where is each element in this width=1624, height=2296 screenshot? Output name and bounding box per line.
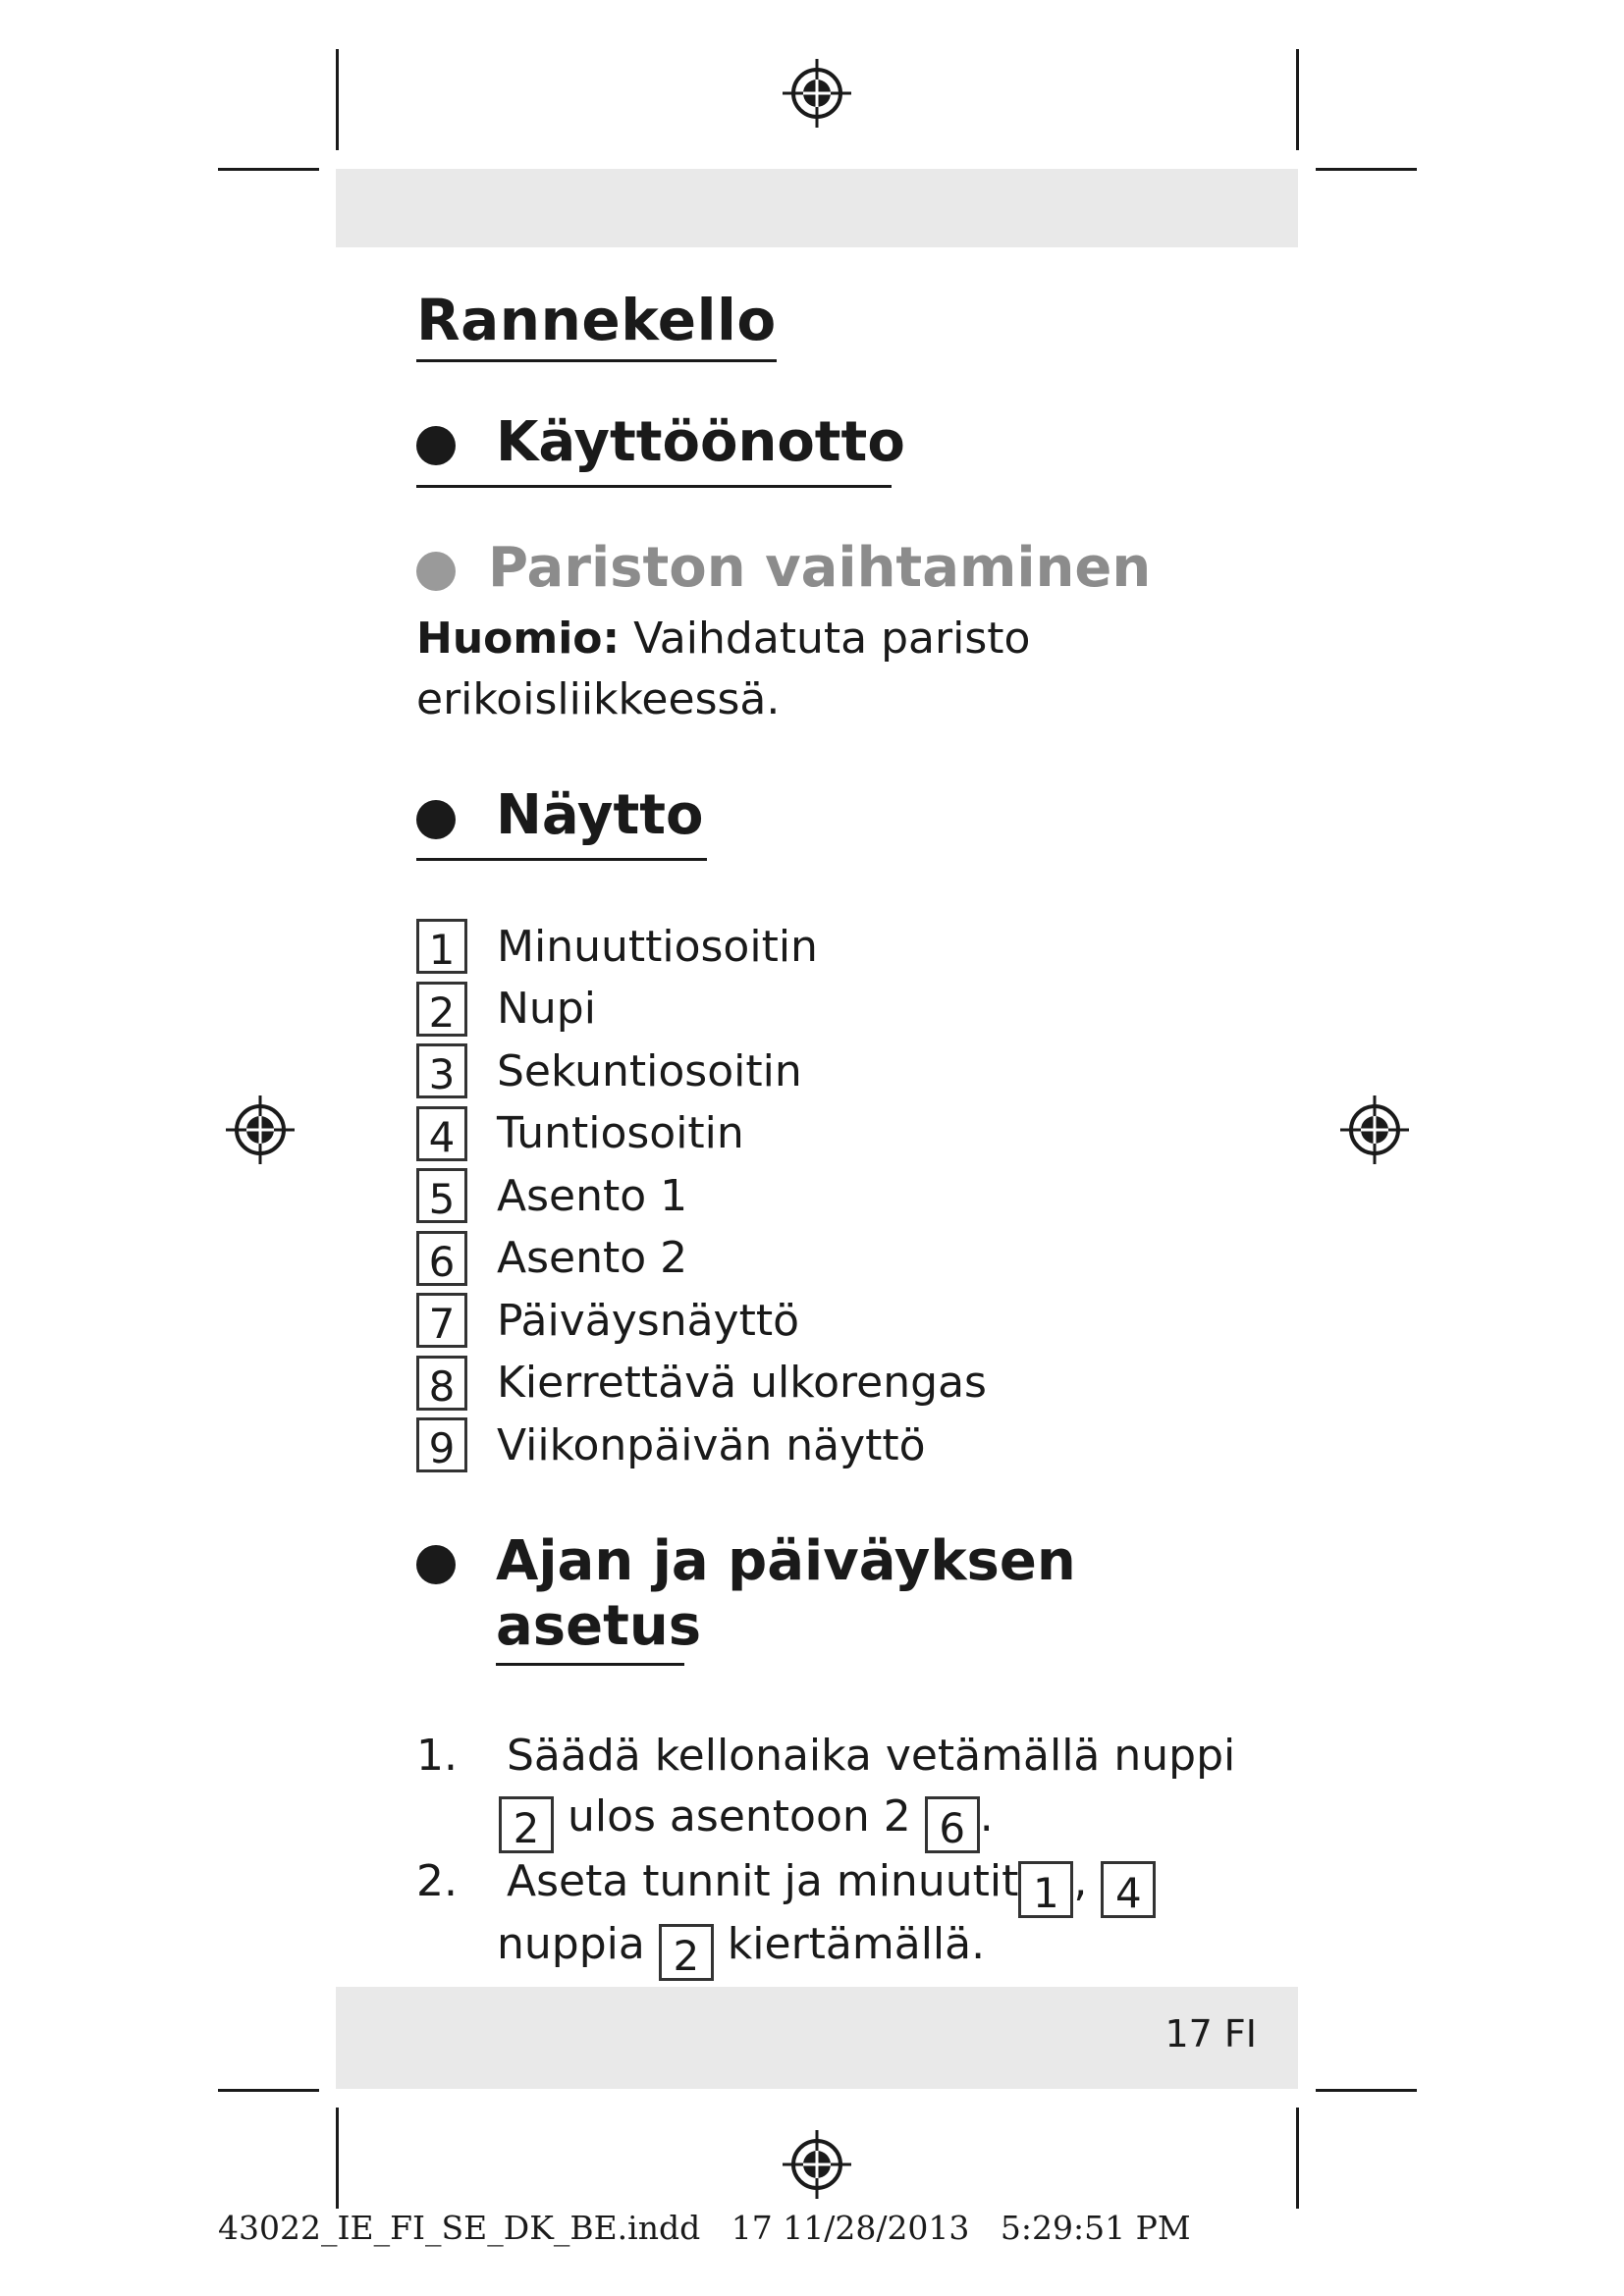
reference-box: 6 <box>925 1796 980 1853</box>
step-2 <box>416 1851 1300 1980</box>
section-heading-ajan <box>496 1529 1076 1659</box>
legend-label: Kierrettävä ulkorengas <box>497 1358 987 1408</box>
huomio-paragraph <box>416 609 1030 730</box>
slug-time: 5:29:51 PM <box>1000 2209 1191 2247</box>
section-heading-ajan-line1: Ajan ja päiväyksen <box>496 1529 1076 1593</box>
section-heading-ajan-line2: asetus <box>496 1594 702 1658</box>
legend-label: Tuntiosoitin <box>497 1108 744 1158</box>
section-heading-underline <box>416 485 892 488</box>
legend-item <box>416 1229 687 1288</box>
subsection-heading-pariston: Pariston vaihtaminen <box>488 536 1152 600</box>
legend-item <box>416 917 818 976</box>
section-heading-kayttoonotto: Käyttöönotto <box>496 410 905 474</box>
section-heading-underline <box>416 858 707 861</box>
legend-label: Asento 1 <box>497 1170 688 1221</box>
legend-number-box: 9 <box>416 1417 467 1472</box>
legend-label: Viikonpäivän näyttö <box>497 1419 926 1470</box>
legend-item <box>416 1354 987 1413</box>
crop-mark <box>336 2108 339 2209</box>
page-number: 17 FI <box>1164 2012 1257 2056</box>
section-bullet-icon <box>416 426 456 465</box>
reference-box: 2 <box>659 1924 714 1981</box>
step-1 <box>416 1726 1300 1852</box>
legend-label: Minuuttiosoitin <box>497 921 818 972</box>
legend-number-box: 8 <box>416 1356 467 1411</box>
section-bullet-icon <box>416 800 456 839</box>
legend-label: Sekuntiosoitin <box>497 1045 802 1096</box>
legend-label: Nupi <box>497 984 596 1034</box>
step-text: Aseta tunnit ja minuutit <box>507 1856 1019 1906</box>
legend-number-box: 1 <box>416 919 467 974</box>
registration-mark-icon <box>1340 1095 1409 1164</box>
legend-number-box: 6 <box>416 1231 467 1286</box>
legend-number-box: 2 <box>416 982 467 1037</box>
step-text: . <box>979 1791 994 1842</box>
slug-date: 11/28/2013 <box>783 2209 970 2247</box>
crop-mark <box>336 49 339 150</box>
huomio-text-line2: erikoisliikkeessä. <box>416 674 781 724</box>
legend-label: Päiväysnäyttö <box>497 1295 800 1346</box>
step-text: Säädä kellonaika vetämällä nuppi <box>507 1731 1236 1781</box>
section-heading-naytto: Näytto <box>496 783 704 847</box>
footer-band <box>336 1987 1298 2089</box>
section-heading-underline <box>496 1663 684 1666</box>
reference-box: 1 <box>1018 1861 1073 1918</box>
reference-box: 2 <box>499 1796 554 1853</box>
legend-item <box>416 980 596 1039</box>
legend-number-box: 5 <box>416 1168 467 1223</box>
huomio-text-line1: Vaihdatuta paristo <box>620 614 1031 664</box>
crop-mark <box>218 2089 319 2092</box>
legend-item <box>416 1041 802 1100</box>
step-number: 2. <box>416 1856 458 1906</box>
legend-number-box: 3 <box>416 1043 467 1098</box>
reference-box: 4 <box>1101 1861 1156 1918</box>
crop-mark <box>1296 2108 1299 2209</box>
crop-mark <box>1316 168 1417 171</box>
subsection-bullet-icon <box>416 552 456 591</box>
huomio-label: Huomio: <box>416 614 621 664</box>
step-text: , <box>1073 1856 1102 1906</box>
page-title: Rannekello <box>416 287 777 362</box>
legend-item <box>416 1166 687 1225</box>
step-text: ulos asentoon 2 <box>554 1791 925 1842</box>
slug-page: 17 <box>731 2209 773 2247</box>
header-band <box>336 169 1298 247</box>
legend-label: Asento 2 <box>497 1233 688 1283</box>
legend-item <box>416 1415 926 1474</box>
crop-mark <box>1296 49 1299 150</box>
registration-mark-icon <box>783 59 851 128</box>
step-number: 1. <box>416 1731 458 1781</box>
registration-mark-icon <box>783 2130 851 2199</box>
legend-number-box: 4 <box>416 1106 467 1161</box>
step-text: nuppia <box>497 1919 659 1969</box>
legend-number-box: 7 <box>416 1293 467 1348</box>
crop-mark <box>1316 2089 1417 2092</box>
slug-filename: 43022_IE_FI_SE_DK_BE.indd <box>218 2209 701 2247</box>
registration-mark-icon <box>226 1095 295 1164</box>
step-text: kiertämällä. <box>713 1919 986 1969</box>
section-bullet-icon <box>416 1545 456 1584</box>
crop-mark <box>218 168 319 171</box>
legend-item <box>416 1291 799 1350</box>
step-line <box>507 1851 1156 1918</box>
legend-item <box>416 1104 744 1163</box>
slug-line <box>218 2209 1191 2247</box>
